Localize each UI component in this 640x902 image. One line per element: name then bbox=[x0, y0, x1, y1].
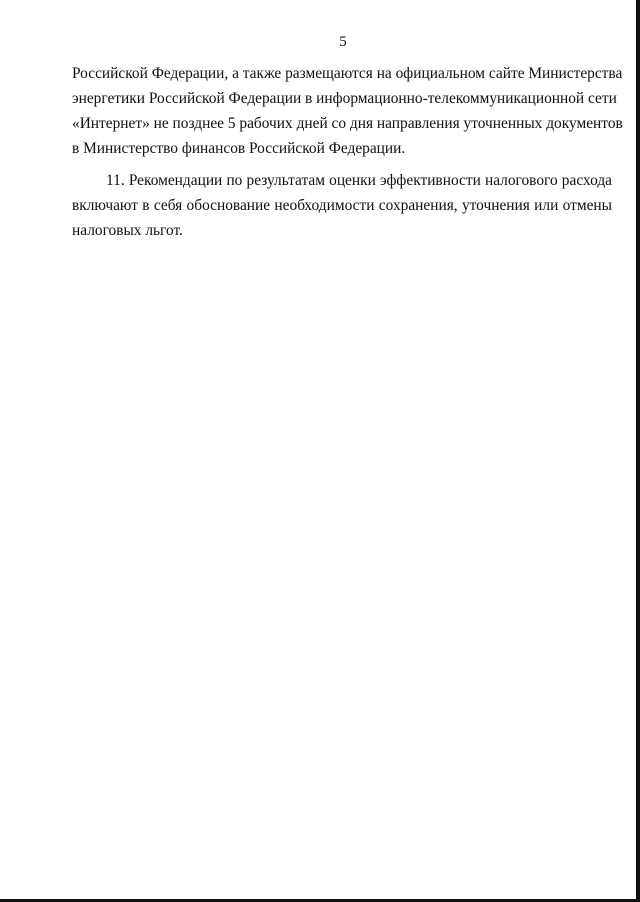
paragraph-line: «Интернет» не позднее 5 рабочих дней со дня направления уточненных документов bbox=[72, 115, 623, 132]
paragraph-line: Российской Федерации, а также размещаются на официальном сайте Министерства bbox=[72, 65, 623, 82]
paragraph-line: 11. Рекомендации по результатам оценки эффективности налогового расхода bbox=[106, 172, 612, 189]
paragraph-line: налоговых льгот. bbox=[72, 222, 183, 239]
paragraph-11 bbox=[72, 168, 612, 243]
paragraph-line: в Министерство финансов Российской Федерации. bbox=[72, 140, 406, 157]
page-number: 5 bbox=[339, 34, 347, 50]
paragraph-line: включают в себя обоснование необходимости сохранения, уточнения или отмены bbox=[72, 197, 612, 214]
paragraph-line: энергетики Российской Федерации в информационно-телекоммуникационной сети bbox=[72, 90, 617, 107]
scan-edge-right bbox=[636, 0, 640, 902]
paragraph-continuation bbox=[72, 61, 623, 161]
